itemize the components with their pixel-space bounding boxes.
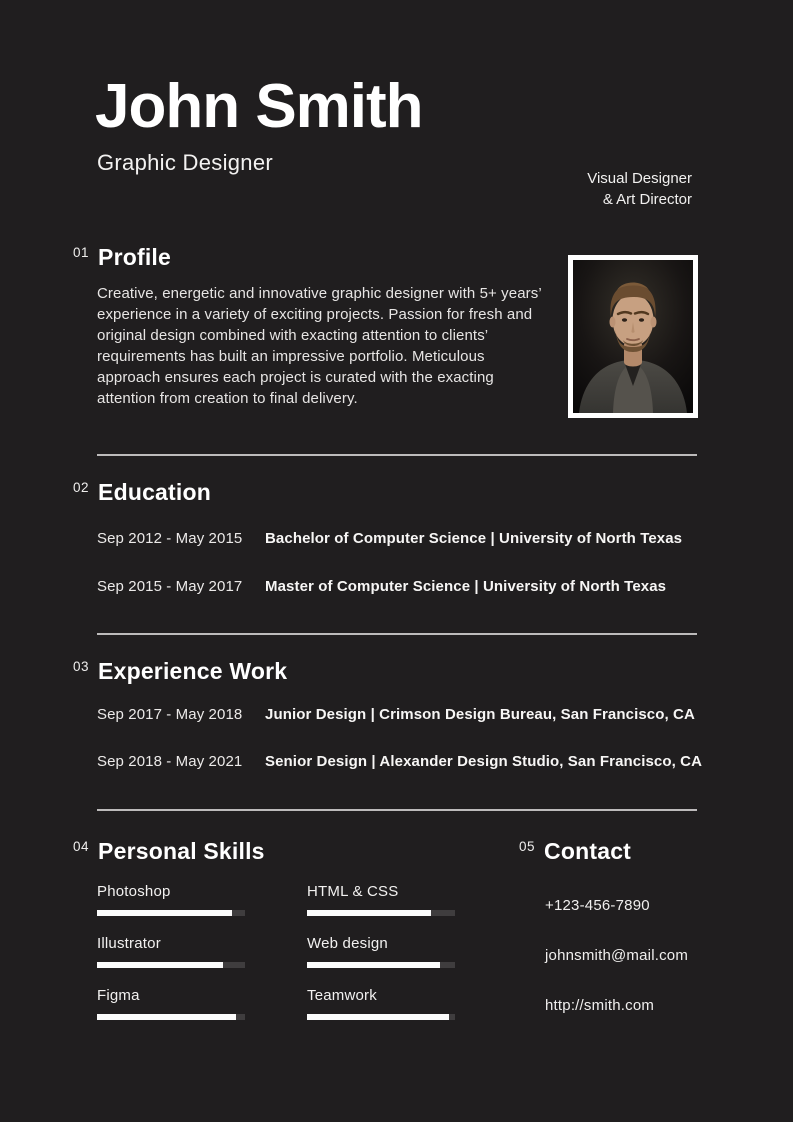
contact-list [545, 898, 688, 1014]
skill-label: Figma [97, 987, 140, 1004]
person-name: John Smith [95, 72, 423, 141]
skill-bar-fill [307, 1014, 449, 1020]
skill-item [97, 936, 245, 988]
skill-item [97, 884, 245, 936]
section-title-education: Education [98, 479, 212, 505]
education-section-heading [73, 479, 211, 505]
skill-bar [97, 1014, 245, 1020]
skill-item [307, 884, 455, 936]
section-divider [97, 633, 697, 635]
portrait-illustration [573, 260, 693, 413]
education-degree: Master of Computer Science | University of North Texas [265, 578, 667, 595]
skill-label: Web design [307, 935, 388, 952]
section-title-experience: Experience Work [98, 658, 288, 684]
skill-item [97, 988, 245, 1040]
skill-label: Photoshop [97, 883, 171, 900]
section-title-contact: Contact [544, 838, 632, 864]
tagline [587, 168, 692, 210]
contact-phone: +123-456-7890 [545, 897, 650, 914]
section-divider [97, 454, 697, 456]
section-number: 04 [73, 839, 90, 854]
skill-bar [97, 910, 245, 916]
skill-bar-fill [307, 910, 431, 916]
skill-bar-fill [97, 962, 223, 968]
skill-item [307, 988, 455, 1040]
skill-bar [307, 910, 455, 916]
skill-bar [307, 1014, 455, 1020]
profile-section-heading [73, 244, 171, 270]
skill-item [307, 936, 455, 988]
section-divider [97, 809, 697, 811]
skill-bar-fill [97, 1014, 236, 1020]
section-number: 05 [519, 839, 536, 854]
skill-bar [307, 962, 455, 968]
contact-section-heading [519, 838, 631, 864]
skills-section-heading [73, 838, 265, 864]
tagline-line-1: Visual Designer [587, 170, 692, 187]
education-dates: Sep 2015 - May 2017 [97, 578, 243, 595]
section-number: 03 [73, 659, 90, 674]
skills-grid [97, 884, 455, 1040]
skill-label: HTML & CSS [307, 883, 399, 900]
skill-bar [97, 962, 245, 968]
skill-label: Teamwork [307, 987, 377, 1004]
experience-section-heading [73, 658, 287, 684]
experience-position: Senior Design | Alexander Design Studio, San Francisco, CA [265, 753, 703, 770]
profile-photo [568, 255, 698, 418]
education-degree: Bachelor of Computer Science | University of North Texas [265, 530, 683, 547]
section-title-profile: Profile [98, 244, 172, 270]
experience-dates: Sep 2017 - May 2018 [97, 706, 243, 723]
skill-bar-fill [97, 910, 232, 916]
section-number: 01 [73, 245, 90, 260]
job-title: Graphic Designer [97, 150, 273, 175]
profile-summary: Creative, energetic and innovative graphic designer with 5+ years’ experience in a variety of exciting projects. Passion for fresh and original design combined with exacting attention to clients’ requirements has built an impressive portfolio. Meticulous approach ensures each project is curated with the exacting attention from creation to final delivery. [97, 285, 542, 407]
contact-website: http://smith.com [545, 997, 655, 1014]
experience-dates: Sep 2018 - May 2021 [97, 753, 243, 770]
tagline-line-2: & Art Director [602, 191, 692, 208]
skill-bar-fill [307, 962, 440, 968]
contact-email: johnsmith@mail.com [545, 947, 689, 964]
experience-position: Junior Design | Crimson Design Bureau, San Francisco, CA [265, 706, 695, 723]
skill-label: Illustrator [97, 935, 161, 952]
education-dates: Sep 2012 - May 2015 [97, 530, 243, 547]
section-number: 02 [73, 480, 90, 495]
section-title-skills: Personal Skills [98, 838, 265, 864]
